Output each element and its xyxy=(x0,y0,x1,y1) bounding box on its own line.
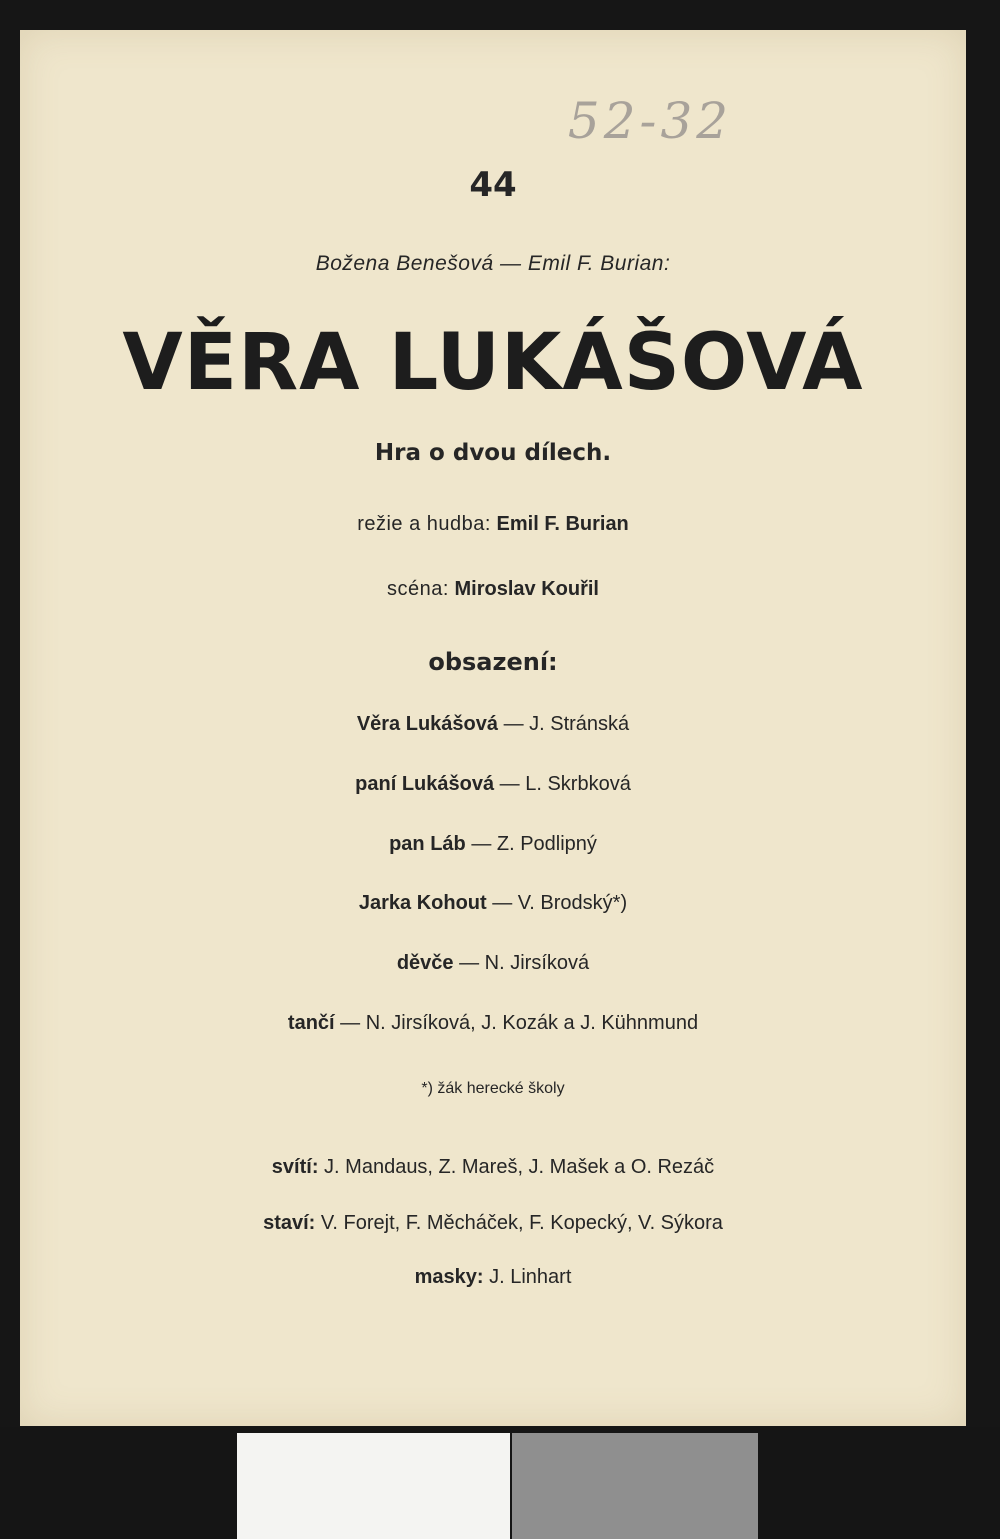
cast-actor: — J. Stránská xyxy=(503,713,630,735)
cast-row xyxy=(20,892,966,915)
credit-value: Emil F. Burian xyxy=(496,513,629,535)
cast-role: paní Lukášová xyxy=(355,773,495,795)
cast-actor: — Z. Podlipný xyxy=(471,833,597,855)
play-title: VĚRA LUKÁŠOVÁ xyxy=(122,318,864,408)
crew-row xyxy=(20,1156,966,1179)
cast-role: pan Láb xyxy=(389,833,466,855)
cast-heading: obsazení: xyxy=(428,648,558,676)
cast-actor: — L. Skrbková xyxy=(499,773,631,795)
footnote: *) žák herecké školy xyxy=(421,1080,565,1097)
crew-label: staví: xyxy=(263,1212,316,1234)
crew-row xyxy=(20,1212,966,1235)
cast-row xyxy=(20,1012,966,1035)
crew-value: V. Forejt, F. Měcháček, F. Kopecký, V. Sýkora xyxy=(320,1212,723,1234)
authors-line: Božena Benešová — Emil F. Burian: xyxy=(315,252,671,275)
cast-actor: — V. Brodský*) xyxy=(492,892,628,914)
crew-row xyxy=(20,1266,966,1289)
cast-row xyxy=(20,833,966,856)
cast-role: děvče xyxy=(396,952,454,974)
credit-value: Miroslav Kouřil xyxy=(454,578,599,600)
cast-actor: — N. Jirsíková, J. Kozák a J. Kühnmund xyxy=(340,1012,699,1034)
credit-direction-music xyxy=(20,513,966,536)
play-subtitle: Hra o dvou dílech. xyxy=(374,440,612,466)
crew-value: J. Mandaus, Z. Mareš, J. Mašek a O. Rezáč xyxy=(324,1156,715,1178)
cast-row xyxy=(20,713,966,736)
scan-grey-card xyxy=(512,1433,758,1539)
credit-label: scéna: xyxy=(387,578,449,600)
page-number: 44 xyxy=(469,165,517,205)
cast-role: Věra Lukášová xyxy=(356,713,499,735)
credit-scene xyxy=(20,578,966,601)
crew-value: J. Linhart xyxy=(489,1266,572,1288)
credit-label: režie a hudba: xyxy=(357,513,491,535)
cast-role: tančí xyxy=(287,1012,335,1034)
cast-row xyxy=(20,952,966,975)
cast-row xyxy=(20,773,966,796)
cast-actor: — N. Jirsíková xyxy=(459,952,590,974)
crew-label: masky: xyxy=(414,1266,484,1288)
handwritten-number: 52-32 xyxy=(567,92,733,150)
cast-role: Jarka Kohout xyxy=(358,892,487,914)
scan-white-card xyxy=(237,1433,510,1539)
crew-label: svítí: xyxy=(271,1156,319,1178)
